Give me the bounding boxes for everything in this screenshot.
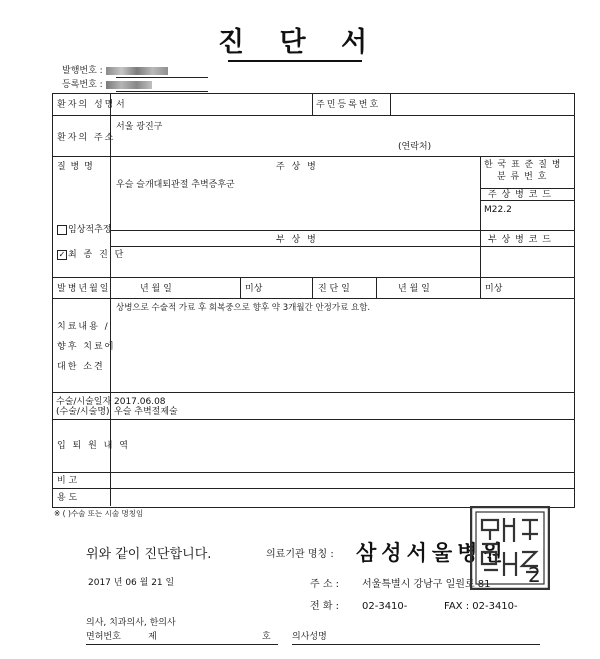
patient-name-value: 서 (116, 100, 125, 110)
diagnosis-date-label: 진 단 일 (318, 284, 350, 294)
treatment-label-1: 치료내용 / (57, 322, 110, 332)
phone-label: 전 화 : (310, 601, 340, 612)
license-je: 제 (148, 632, 157, 642)
diagnosis-date-value: 미상 (485, 284, 503, 294)
diagnosis-date-ymd: 년 월 일 (398, 284, 430, 294)
license-number-label: 면허번호 (86, 632, 121, 642)
main-disease-value: 우슬 슬개대퇴관절 추벽증후군 (116, 180, 235, 190)
disease-label: 질 병 명 (57, 162, 94, 172)
onset-date-label: 발병년월일 (57, 284, 111, 294)
surgery-name-value: 우슬 추벽절제술 (114, 407, 178, 417)
address-value: 서울특별시 강남구 일원로 81 (362, 579, 491, 590)
surgery-date-label: 수술/시술일자 (56, 397, 112, 407)
phone-value: 02-3410- (362, 601, 408, 612)
diagnosis-statement: 위와 같이 진단합니다. (86, 547, 212, 562)
main-disease-header: 주 상 병 (276, 162, 318, 172)
title-underline (228, 60, 362, 62)
patient-address-label: 환자의 주소 (57, 133, 116, 143)
main-code-header: 주 상 병 코 드 (488, 190, 552, 200)
doctor-name-label: 의사성명 (292, 632, 327, 642)
institution-label: 의료기관 명칭 : (266, 549, 334, 560)
fax-value: FAX : 02-3410- (444, 601, 518, 612)
clinical-estimate-label: 임상적추정 (68, 225, 112, 235)
license-ho: 호 (262, 632, 271, 642)
official-seal (470, 506, 550, 590)
footnote: ※ ( )수술 또는 시술 명칭임 (54, 509, 144, 518)
institution-name: 삼성서울병원 (356, 540, 508, 565)
final-diagnosis-checkbox[interactable]: ✓ (58, 250, 66, 259)
issue-date: 2017 년 06 월 21 일 (88, 578, 175, 588)
treatment-label-2: 향후 치료에 (57, 342, 116, 352)
redacted-issue-number (106, 67, 168, 75)
surgery-date-value: 2017.06.08 (114, 397, 166, 407)
sub-disease-header: 부 상 병 (276, 235, 318, 245)
doctor-types: 의사, 치과의사, 한의사 (86, 618, 176, 628)
document-title: 진 단 서 (218, 27, 381, 58)
sub-code-header: 부 상 병 코 드 (488, 235, 552, 245)
treatment-label-3: 대한 소견 (57, 362, 105, 372)
surgery-name-label: (수술/시술명) (56, 407, 110, 417)
onset-date-value: 미상 (245, 284, 263, 294)
admission-history-label: 입 퇴 원 내 역 (57, 441, 130, 451)
patient-name-label: 환자의 성명 (57, 100, 116, 110)
svg-text:2: 2 (528, 563, 541, 587)
remarks-label: 비 고 (57, 476, 78, 486)
kcd-header-1: 한 국 표 준 질 병 (484, 160, 562, 170)
clinical-estimate-checkbox[interactable] (57, 225, 67, 235)
redacted-registration-number (106, 81, 152, 89)
registration-number: 등록번호 : (62, 80, 152, 90)
final-diagnosis-label: 최 종 진 단 (68, 250, 126, 260)
main-code-value: M22.2 (484, 205, 512, 215)
rrn-label: 주민등록번호 (316, 100, 381, 110)
patient-address-value: 서울 광진구 (116, 122, 163, 132)
issue-number: 발행번호 : (62, 66, 168, 76)
usage-label: 용 도 (57, 493, 78, 503)
address-label: 주 소 : (310, 579, 340, 590)
kcd-header-2: 분 류 번 호 (497, 172, 548, 182)
contact-label: (연락처) (398, 142, 432, 152)
onset-date-ymd: 년 월 일 (140, 284, 172, 294)
treatment-opinion-value: 상병으로 수술적 가료 후 회복중으로 향후 약 3개월간 안정가료 요함. (116, 303, 371, 313)
